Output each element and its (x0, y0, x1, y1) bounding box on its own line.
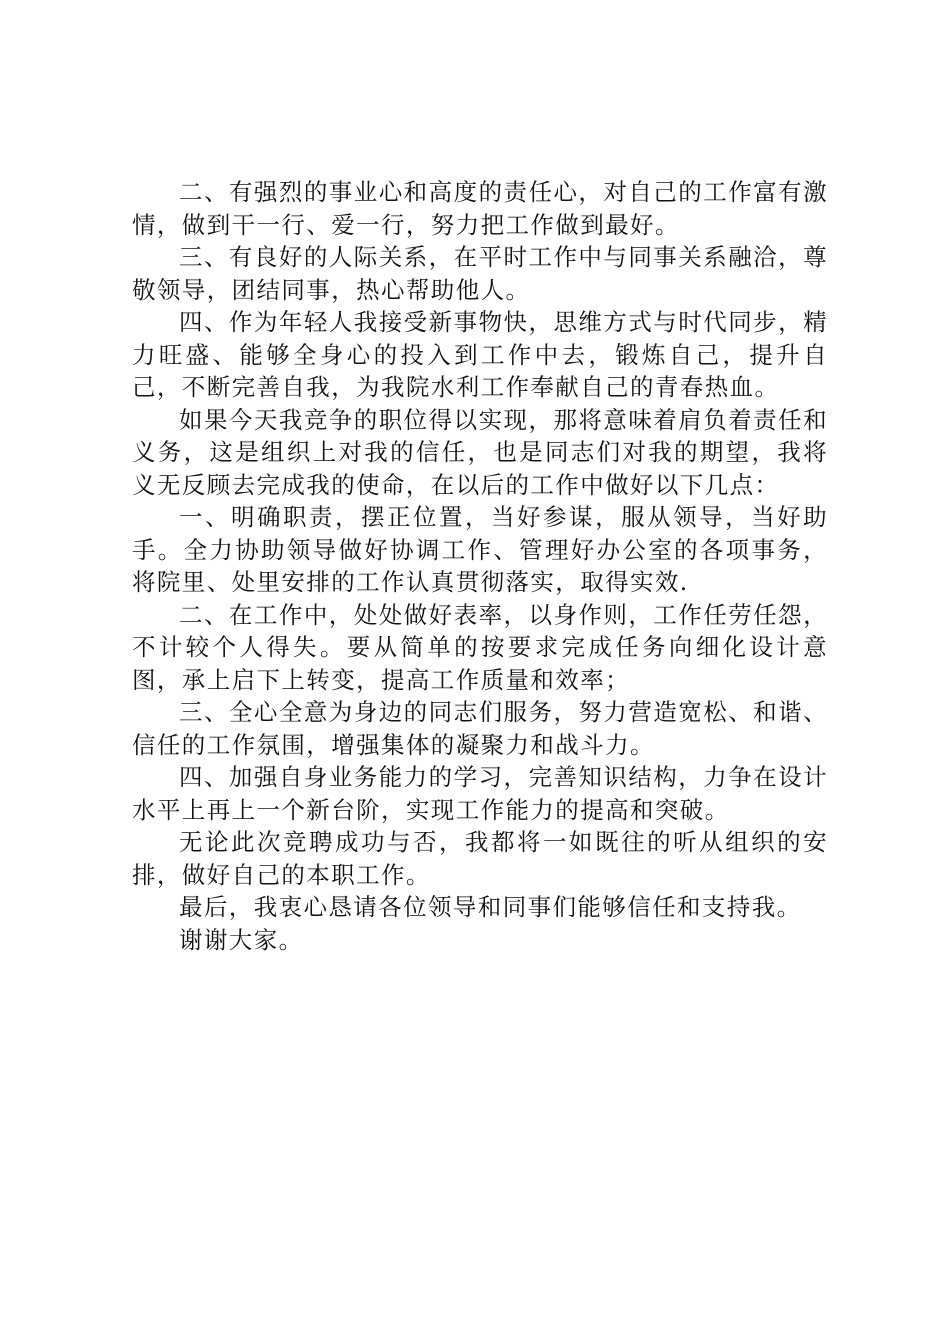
paragraph-4: 如果今天我竞争的职位得以实现，那将意味着肩负着责任和义务，这是组织上对我的信任，也是同志们对我的期望，我将义无反顾去完成我的使命，在以后的工作中做好以下几点： (132, 405, 828, 499)
paragraph-9: 无论此次竞聘成功与否，我都将一如既往的听从组织的安排，做好自己的本职工作。 (132, 828, 828, 889)
paragraph-10: 最后，我衷心恳请各位领导和同事们能够信任和支持我。 (179, 893, 802, 921)
paragraph-2: 三、有良好的人际关系，在平时工作中与同事关系融洽，尊敬领导，团结同事，热心帮助他人。 (132, 243, 828, 304)
paragraph-5: 一、明确职责，摆正位置，当好参谋，服从领导，当好助手。全力协助领导做好协调工作、管理好办公室的各项事务，将院里、处里安排的工作认真贯彻落实，取得实效. (132, 503, 828, 596)
paragraph-1: 二、有强烈的事业心和高度的责任心，对自己的工作富有激情，做到干一行、爱一行，努力把工作做到最好。 (132, 178, 828, 239)
document-body (132, 176, 828, 956)
paragraph-6: 二、在工作中，处处做好表率，以身作则，工作任劳任怨，不计较个人得失。要从简单的按要求完成任务向细化设计意图，承上启下上转变，提高工作质量和效率； (132, 600, 828, 694)
paragraph-3: 四、作为年轻人我接受新事物快，思维方式与时代同步，精力旺盛、能够全身心的投入到工作中去，锻炼自己，提升自己，不断完善自我，为我院水利工作奉献自己的青春热血。 (132, 308, 828, 401)
paragraph-7: 三、全心全意为身边的同志们服务，努力营造宽松、和谐、信任的工作氛围，增强集体的凝聚力和战斗力。 (132, 698, 828, 759)
paragraph-11: 谢谢大家。 (179, 925, 304, 954)
paragraph-8: 四、加强自身业务能力的学习，完善知识结构，力争在设计水平上再上一个新台阶，实现工作能力的提高和突破。 (132, 763, 828, 824)
